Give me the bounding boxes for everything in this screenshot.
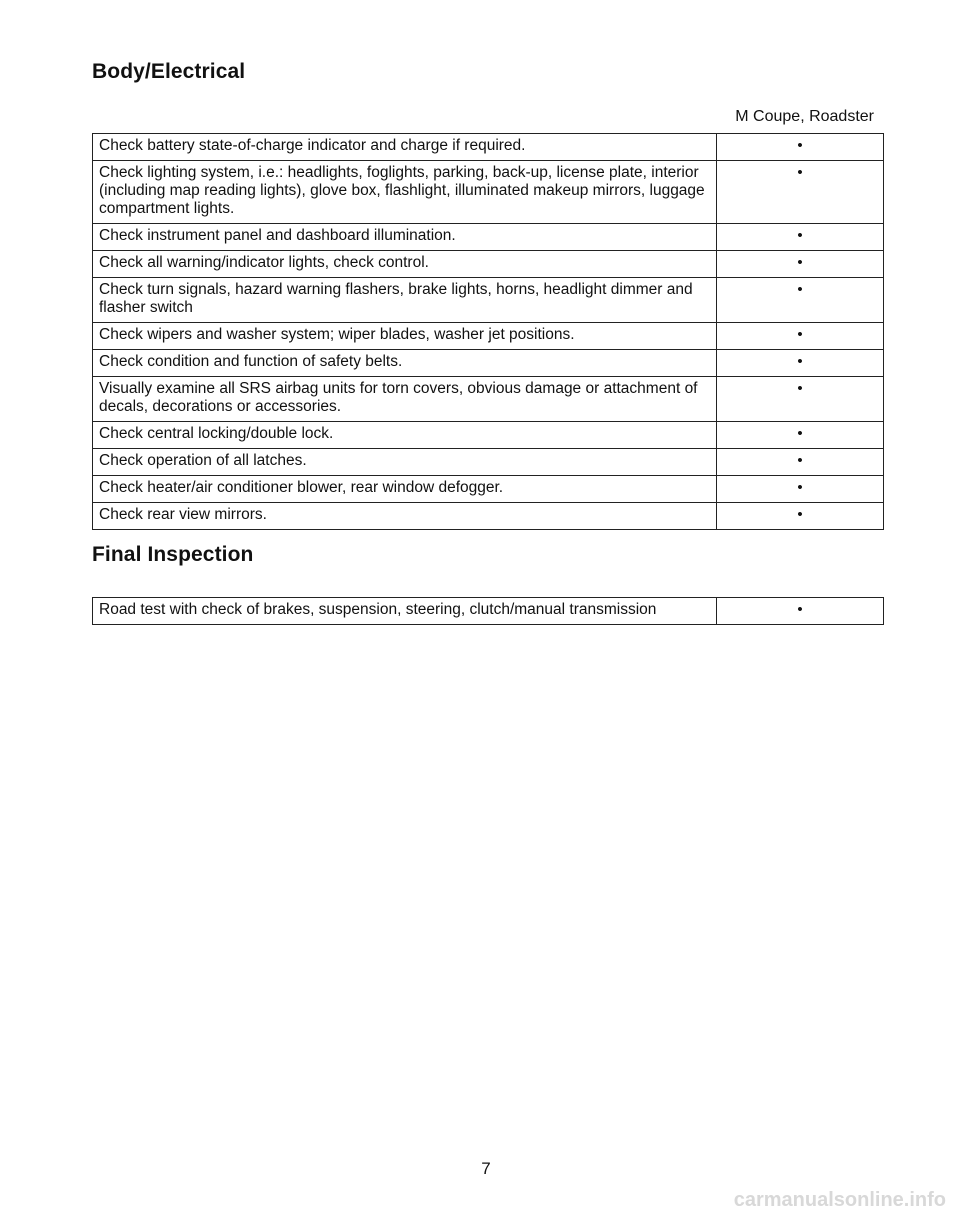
check-mark-cell: • (717, 422, 884, 449)
table-row (93, 350, 884, 377)
check-mark-cell: • (717, 161, 884, 224)
check-mark-cell: • (717, 449, 884, 476)
task-cell: Road test with check of brakes, suspension, steering, clutch/manual transmission (93, 598, 717, 625)
table-row (93, 598, 884, 625)
check-mark-cell: • (717, 350, 884, 377)
column-header-models: M Coupe, Roadster (735, 108, 874, 125)
task-cell: Check lighting system, i.e.: headlights, foglights, parking, back-up, license plate, interior (including map reading lights), glove box, flashlight, illuminated makeup mirrors, luggage compartment lights. (93, 161, 717, 224)
table-row (93, 377, 884, 422)
task-cell: Check rear view mirrors. (93, 503, 717, 530)
task-cell: Check all warning/indicator lights, check control. (93, 251, 717, 278)
check-mark-cell: • (717, 323, 884, 350)
task-cell: Check operation of all latches. (93, 449, 717, 476)
check-mark-cell: • (717, 476, 884, 503)
section-title-final-inspection: Final Inspection (92, 543, 254, 566)
table-row (93, 503, 884, 530)
check-mark-cell: • (717, 278, 884, 323)
page-number: 7 (481, 1159, 491, 1178)
table-row (93, 278, 884, 323)
watermark-text: carmanualsonline.info (733, 1189, 946, 1211)
check-mark-cell: • (717, 224, 884, 251)
check-mark-cell: • (717, 377, 884, 422)
task-cell: Check turn signals, hazard warning flashers, brake lights, horns, headlight dimmer and flasher switch (93, 278, 717, 323)
task-cell: Check instrument panel and dashboard illumination. (93, 224, 717, 251)
task-cell: Visually examine all SRS airbag units for torn covers, obvious damage or attachment of decals, decorations or accessories. (93, 377, 717, 422)
check-mark-cell: • (717, 598, 884, 625)
table-row (93, 161, 884, 224)
task-cell: Check condition and function of safety belts. (93, 350, 717, 377)
table-row (93, 449, 884, 476)
table-row (93, 224, 884, 251)
table-row (93, 323, 884, 350)
table-row (93, 476, 884, 503)
check-mark-cell: • (717, 503, 884, 530)
task-cell: Check heater/air conditioner blower, rear window defogger. (93, 476, 717, 503)
table-row (93, 251, 884, 278)
task-cell: Check wipers and washer system; wiper blades, washer jet positions. (93, 323, 717, 350)
check-mark-cell: • (717, 134, 884, 161)
final-inspection-table (92, 597, 884, 625)
task-cell: Check central locking/double lock. (93, 422, 717, 449)
table-row (93, 134, 884, 161)
check-mark-cell: • (717, 251, 884, 278)
table-row (93, 422, 884, 449)
section-title-body-electrical: Body/Electrical (92, 60, 246, 83)
task-cell: Check battery state-of-charge indicator and charge if required. (93, 134, 717, 161)
body-electrical-table (92, 133, 884, 530)
